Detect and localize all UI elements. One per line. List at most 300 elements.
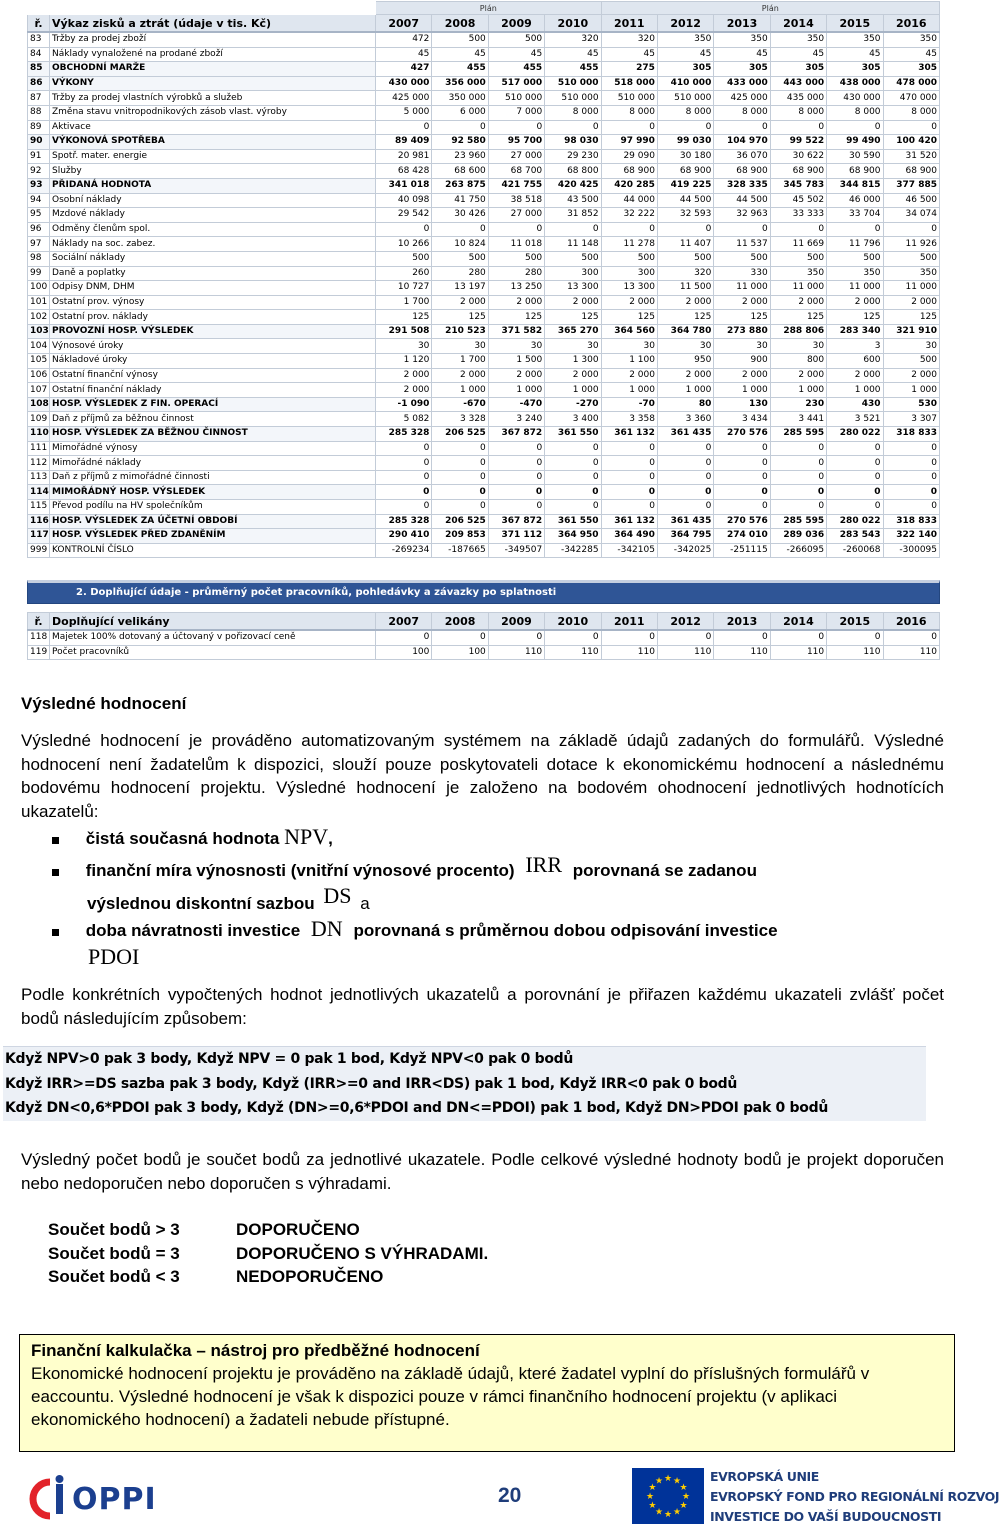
- value-cell: 68 900: [770, 164, 826, 179]
- value-cell: 125: [432, 310, 488, 325]
- eu-star-icon: ★: [679, 1500, 688, 1510]
- value-cell: -670: [432, 397, 488, 412]
- value-cell: 99 490: [827, 135, 883, 150]
- row-number: 97: [28, 237, 50, 252]
- result-paragraph: Výsledný počet bodů je součet bodů za jednotlivé ukazatele. Podle celkové výsledné hodnoty bodů je projekt doporučen nebo nedoporučen nebo doporučen s výhradami.: [21, 1150, 944, 1193]
- value-cell: 0: [488, 456, 544, 471]
- supp-year-header: 2011: [601, 613, 657, 631]
- value-cell: 320: [601, 32, 657, 47]
- dn-symbol: DN: [310, 916, 343, 941]
- value-cell: 377 885: [883, 178, 939, 193]
- row-number: 111: [28, 441, 50, 456]
- value-cell: 270 576: [714, 427, 770, 442]
- value-cell: 500: [601, 251, 657, 266]
- value-cell: 41 750: [432, 193, 488, 208]
- table-row: [28, 164, 940, 179]
- eu-stars-icon: [632, 1468, 704, 1524]
- eu-text: [710, 1467, 999, 1527]
- value-cell: 40 098: [376, 193, 432, 208]
- value-cell: 30: [657, 339, 713, 354]
- value-cell: 1 000: [827, 383, 883, 398]
- value-cell: 371 582: [488, 324, 544, 339]
- value-cell: 125: [770, 310, 826, 325]
- value-cell: 44 500: [714, 193, 770, 208]
- value-cell: 321 910: [883, 324, 939, 339]
- table-row: [28, 251, 940, 266]
- value-cell: 95 700: [488, 135, 544, 150]
- value-cell: -1 090: [376, 397, 432, 412]
- oppi-logo-text: OPPI: [72, 1482, 157, 1517]
- value-cell: 361 132: [601, 514, 657, 529]
- row-label: Odpisy DNM, DHM: [50, 281, 376, 296]
- value-cell: 33 704: [827, 208, 883, 223]
- value-cell: 30: [883, 339, 939, 354]
- supp-year-header-row: [28, 613, 940, 631]
- value-cell: 285 328: [376, 514, 432, 529]
- value-cell: 1 000: [883, 383, 939, 398]
- value-cell: 2 000: [545, 295, 601, 310]
- value-cell: 350: [883, 32, 939, 47]
- value-cell: 443 000: [770, 76, 826, 91]
- value-cell: 430: [827, 397, 883, 412]
- value-cell: 345 783: [770, 178, 826, 193]
- bullet-dn-text: doba návratnosti investice: [85, 921, 301, 940]
- value-cell: 500: [376, 251, 432, 266]
- value-cell: 0: [601, 630, 657, 645]
- value-cell: 300: [545, 266, 601, 281]
- value-cell: 478 000: [883, 76, 939, 91]
- value-cell: 3 328: [432, 412, 488, 427]
- value-cell: 0: [770, 441, 826, 456]
- value-cell: 344 815: [827, 178, 883, 193]
- value-cell: 305: [657, 62, 713, 77]
- value-cell: 45: [770, 47, 826, 62]
- calculator-note-title: Finanční kalkulačka – nástroj pro předběžné hodnocení: [31, 1341, 480, 1360]
- eu-line-3: INVESTICE DO VAŠÍ BUDOUCNOSTI: [710, 1509, 942, 1524]
- value-cell: 11 278: [601, 237, 657, 252]
- table-row: [28, 441, 940, 456]
- value-cell: 44 000: [601, 193, 657, 208]
- year-header-row: [28, 15, 940, 33]
- value-cell: 1 000: [545, 383, 601, 398]
- supp-table-title: Doplňující velikány: [50, 613, 376, 631]
- value-cell: 100: [432, 645, 488, 660]
- value-cell: 500: [545, 251, 601, 266]
- value-cell: 11 500: [657, 281, 713, 296]
- value-cell: 99 030: [657, 135, 713, 150]
- value-cell: 305: [714, 62, 770, 77]
- value-cell: -270: [545, 397, 601, 412]
- value-cell: 0: [770, 222, 826, 237]
- value-cell: 30 426: [432, 208, 488, 223]
- value-cell: 365 270: [545, 324, 601, 339]
- value-cell: 0: [601, 485, 657, 500]
- rule-npv: Když NPV>0 pak 3 body, Když NPV = 0 pak 1 bod, Když NPV<0 pak 0 bodů: [5, 1051, 574, 1067]
- eu-line-1: EVROPSKÁ UNIE: [710, 1469, 819, 1484]
- value-cell: 0: [432, 456, 488, 471]
- eu-star-icon: ★: [663, 1473, 673, 1483]
- value-cell: 100: [376, 645, 432, 660]
- value-cell: 361 132: [601, 427, 657, 442]
- value-cell: 0: [376, 456, 432, 471]
- score-result: DOPORUČENO S VÝHRADAMI.: [236, 1243, 489, 1263]
- value-cell: 500: [883, 251, 939, 266]
- row-number: 107: [28, 383, 50, 398]
- value-cell: 350: [883, 266, 939, 281]
- value-cell: 280 022: [827, 514, 883, 529]
- value-cell: 2 000: [714, 295, 770, 310]
- value-cell: 0: [827, 485, 883, 500]
- row-number: 98: [28, 251, 50, 266]
- value-cell: 125: [376, 310, 432, 325]
- value-cell: 420 285: [601, 178, 657, 193]
- value-cell: 43 500: [545, 193, 601, 208]
- plan-label-left: Plán: [376, 2, 602, 15]
- value-cell: 8 000: [770, 105, 826, 120]
- value-cell: 10 727: [376, 281, 432, 296]
- value-cell: 34 074: [883, 208, 939, 223]
- value-cell: 0: [545, 470, 601, 485]
- value-cell: 45: [883, 47, 939, 62]
- value-cell: 600: [827, 354, 883, 369]
- value-cell: 68 600: [432, 164, 488, 179]
- value-cell: 350: [827, 266, 883, 281]
- value-cell: 0: [432, 630, 488, 645]
- row-number: 109: [28, 412, 50, 427]
- value-cell: 263 875: [432, 178, 488, 193]
- value-cell: 0: [714, 222, 770, 237]
- intro-paragraph: Výsledné hodnocení je prováděno automatizovaným systémem na základě údajů zadaných do formulářů. Výsledné hodnocení není žadatelům k dispozici, slouží pouze poskytovateli dotace k ekonomickému hodnocení a následnému bodovému hodnocení projektu. Výsledné hodnocení je založeno na bodovém ohodnocení jednotlivých hodnotících ukazatelů:: [21, 731, 944, 821]
- bullet-npv-end: ,: [328, 829, 333, 848]
- value-cell: 0: [488, 500, 544, 515]
- score-table: [48, 1218, 488, 1289]
- table-row: [28, 295, 940, 310]
- value-cell: 500: [714, 251, 770, 266]
- value-cell: 364 780: [657, 324, 713, 339]
- value-cell: 3: [827, 339, 883, 354]
- value-cell: 421 755: [488, 178, 544, 193]
- table-row: [28, 193, 940, 208]
- value-cell: 0: [601, 470, 657, 485]
- value-cell: 0: [714, 500, 770, 515]
- value-cell: 2 000: [376, 383, 432, 398]
- score-condition: Součet bodů = 3: [48, 1243, 180, 1263]
- value-cell: 518 000: [601, 76, 657, 91]
- table-row: [28, 76, 940, 91]
- value-cell: 1 000: [657, 383, 713, 398]
- value-cell: 45: [657, 47, 713, 62]
- row-number: 93: [28, 178, 50, 193]
- value-cell: 2 000: [714, 368, 770, 383]
- section-heading: Výsledné hodnocení: [21, 694, 187, 713]
- value-cell: 2 000: [657, 295, 713, 310]
- value-cell: 130: [714, 397, 770, 412]
- value-cell: 0: [883, 485, 939, 500]
- value-cell: 30: [376, 339, 432, 354]
- table-row: [28, 281, 940, 296]
- value-cell: 0: [883, 500, 939, 515]
- value-cell: 31 520: [883, 149, 939, 164]
- value-cell: 45: [376, 47, 432, 62]
- calculator-note-body: Ekonomické hodnocení projektu je prováděno na základě údajů, které žadatel vyplní do příslušných formulářů v eaccountu. Výsledné hodnocení je však k dispozici pouze v rámci finančního hodnocení projektu (v aplikaci ekonomického hodnocení) a žadateli nebude přístupné.: [31, 1364, 870, 1429]
- value-cell: 11 000: [827, 281, 883, 296]
- value-cell: 11 407: [657, 237, 713, 252]
- value-cell: 1 700: [376, 295, 432, 310]
- value-cell: 38 518: [488, 193, 544, 208]
- value-cell: 0: [488, 120, 544, 135]
- value-cell: 0: [883, 441, 939, 456]
- plan-header-row: [28, 2, 940, 15]
- value-cell: 32 222: [601, 208, 657, 223]
- value-cell: 350 000: [432, 91, 488, 106]
- value-cell: 280: [432, 266, 488, 281]
- row-label: Mzdové náklady: [50, 208, 376, 223]
- row-label: Ostatní prov. náklady: [50, 310, 376, 325]
- value-cell: 89 409: [376, 135, 432, 150]
- value-cell: -342025: [657, 543, 713, 558]
- value-cell: 0: [376, 120, 432, 135]
- page-number: 20: [498, 1484, 522, 1507]
- row-number: 105: [28, 354, 50, 369]
- row-label: Odměny členům spol.: [50, 222, 376, 237]
- row-number: 119: [28, 645, 50, 660]
- value-cell: 364 560: [601, 324, 657, 339]
- row-label: Sociální náklady: [50, 251, 376, 266]
- value-cell: 30: [714, 339, 770, 354]
- value-cell: 125: [827, 310, 883, 325]
- value-cell: 2 000: [827, 295, 883, 310]
- value-cell: 283 543: [827, 529, 883, 544]
- value-cell: 8 000: [545, 105, 601, 120]
- value-cell: 2 000: [770, 368, 826, 383]
- value-cell: 0: [770, 485, 826, 500]
- bullet-irr-line2: [87, 883, 370, 915]
- row-number: 103: [28, 324, 50, 339]
- value-cell: 0: [883, 630, 939, 645]
- value-cell: 361 435: [657, 427, 713, 442]
- value-cell: 0: [601, 222, 657, 237]
- value-cell: 125: [657, 310, 713, 325]
- row-label: HOSP. VÝSLEDEK Z FIN. OPERACÍ: [50, 397, 376, 412]
- value-cell: 97 990: [601, 135, 657, 150]
- value-cell: 68 700: [488, 164, 544, 179]
- value-cell: 2 000: [601, 368, 657, 383]
- table-row: [28, 383, 940, 398]
- row-number: 92: [28, 164, 50, 179]
- value-cell: 500: [827, 251, 883, 266]
- row-number: 114: [28, 485, 50, 500]
- value-cell: 2 000: [770, 295, 826, 310]
- value-cell: 13 300: [601, 281, 657, 296]
- value-cell: 3 240: [488, 412, 544, 427]
- value-cell: 80: [657, 397, 713, 412]
- supplementary-grid: [27, 612, 940, 660]
- value-cell: 517 000: [488, 76, 544, 91]
- table-row: [28, 427, 940, 442]
- value-cell: 280: [488, 266, 544, 281]
- row-number: 116: [28, 514, 50, 529]
- value-cell: 11 926: [883, 237, 939, 252]
- value-cell: 330: [714, 266, 770, 281]
- row-label: VÝKONY: [50, 76, 376, 91]
- value-cell: 110: [770, 645, 826, 660]
- table-row: [28, 324, 940, 339]
- score-row: [48, 1265, 488, 1289]
- supp-year-header: 2010: [545, 613, 601, 631]
- table-title: Výkaz zisků a ztrát (údaje v tis. Kč): [50, 15, 376, 33]
- value-cell: 1 700: [432, 354, 488, 369]
- row-label: Služby: [50, 164, 376, 179]
- row-label: VÝKONOVÁ SPOTŘEBA: [50, 135, 376, 150]
- value-cell: 285 328: [376, 427, 432, 442]
- value-cell: 0: [488, 222, 544, 237]
- ds-symbol: DS: [323, 883, 352, 908]
- value-cell: 510 000: [657, 91, 713, 106]
- value-cell: 11 148: [545, 237, 601, 252]
- value-cell: 110: [545, 645, 601, 660]
- value-cell: 0: [432, 500, 488, 515]
- value-cell: 11 018: [488, 237, 544, 252]
- value-cell: 1 000: [770, 383, 826, 398]
- supp-year-header: 2007: [376, 613, 432, 631]
- value-cell: 32 593: [657, 208, 713, 223]
- value-cell: 110: [827, 645, 883, 660]
- scoring-rules: [3, 1046, 926, 1121]
- row-label: Ostatní prov. výnosy: [50, 295, 376, 310]
- value-cell: 3 441: [770, 412, 826, 427]
- row-label: Výnosové úroky: [50, 339, 376, 354]
- bullet-irr-after: porovnaná se zadanou: [572, 861, 757, 880]
- value-cell: 470 000: [883, 91, 939, 106]
- row-label: Tržby za prodej zboží: [50, 32, 376, 47]
- value-cell: 0: [827, 222, 883, 237]
- value-cell: 30: [432, 339, 488, 354]
- row-label: Ostatní finanční náklady: [50, 383, 376, 398]
- table-row: [28, 514, 940, 529]
- row-label: Náklady na soc. zabez.: [50, 237, 376, 252]
- value-cell: 341 018: [376, 178, 432, 193]
- value-cell: 23 960: [432, 149, 488, 164]
- value-cell: 1 000: [714, 383, 770, 398]
- row-number: 104: [28, 339, 50, 354]
- value-cell: -187665: [432, 543, 488, 558]
- value-cell: 356 000: [432, 76, 488, 91]
- calculator-note-box: [19, 1334, 955, 1452]
- eu-flag: [632, 1468, 704, 1524]
- pdoi-symbol: PDOI: [88, 944, 140, 969]
- value-cell: 350: [770, 32, 826, 47]
- value-cell: 371 112: [488, 529, 544, 544]
- value-cell: 68 800: [545, 164, 601, 179]
- value-cell: 0: [827, 470, 883, 485]
- value-cell: 419 225: [657, 178, 713, 193]
- scoring-paragraph: Podle konkrétních vypočtených hodnot jednotlivých ukazatelů a porovnání je přiřazen každému ukazateli zvlášť počet bodů následujícím způsobem:: [21, 985, 944, 1028]
- bullet-square-icon: [52, 929, 59, 936]
- oppi-logo: [28, 1474, 178, 1524]
- value-cell: 318 833: [883, 514, 939, 529]
- table-row: [28, 178, 940, 193]
- table-row: [28, 266, 940, 281]
- value-cell: 11 669: [770, 237, 826, 252]
- value-cell: 1 100: [601, 354, 657, 369]
- value-cell: 13 300: [545, 281, 601, 296]
- table-row: [28, 529, 940, 544]
- value-cell: 2 000: [827, 368, 883, 383]
- bullet-square-icon: [52, 837, 59, 844]
- row-number: 108: [28, 397, 50, 412]
- value-cell: 45 502: [770, 193, 826, 208]
- year-header: 2015: [827, 15, 883, 33]
- value-cell: 11 000: [714, 281, 770, 296]
- row-number: 84: [28, 47, 50, 62]
- income-statement-table: [27, 1, 940, 558]
- value-cell: 0: [883, 120, 939, 135]
- row-number: 96: [28, 222, 50, 237]
- row-number: 106: [28, 368, 50, 383]
- rule-irr: Když IRR>=DS sazba pak 3 body, Když (IRR>=0 and IRR<DS) pak 1 bod, Když IRR<0 pak 0 bodů: [5, 1075, 738, 1092]
- value-cell: 0: [376, 485, 432, 500]
- value-cell: 125: [488, 310, 544, 325]
- value-cell: 104 970: [714, 135, 770, 150]
- score-condition: Součet bodů < 3: [48, 1267, 180, 1286]
- value-cell: 6 000: [432, 105, 488, 120]
- value-cell: 322 140: [883, 529, 939, 544]
- value-cell: 435 000: [770, 91, 826, 106]
- row-label: Mimořádné výnosy: [50, 441, 376, 456]
- bullet-irr-line2-text: výslednou diskontní sazbou: [87, 894, 315, 913]
- value-cell: 0: [488, 630, 544, 645]
- value-cell: 44 500: [657, 193, 713, 208]
- row-label: HOSP. VÝSLEDEK PŘED ZDANĚNÍM: [50, 529, 376, 544]
- value-cell: 0: [545, 456, 601, 471]
- table-row: [28, 91, 940, 106]
- value-cell: 0: [545, 222, 601, 237]
- value-cell: 206 525: [432, 427, 488, 442]
- value-cell: 0: [770, 630, 826, 645]
- value-cell: 1 300: [545, 354, 601, 369]
- value-cell: 98 030: [545, 135, 601, 150]
- supp-year-header: 2013: [714, 613, 770, 631]
- value-cell: 0: [376, 630, 432, 645]
- value-cell: 0: [827, 456, 883, 471]
- value-cell: 288 806: [770, 324, 826, 339]
- row-number: 88: [28, 105, 50, 120]
- value-cell: 209 853: [432, 529, 488, 544]
- value-cell: -266095: [770, 543, 826, 558]
- value-cell: 2 000: [883, 368, 939, 383]
- value-cell: 2 000: [376, 368, 432, 383]
- bullet-irr-end: a: [360, 894, 370, 913]
- value-cell: 0: [714, 441, 770, 456]
- value-cell: 36 070: [714, 149, 770, 164]
- value-cell: 110: [714, 645, 770, 660]
- row-number-header: ř.: [28, 15, 50, 33]
- value-cell: 510 000: [545, 76, 601, 91]
- value-cell: 530: [883, 397, 939, 412]
- value-cell: 110: [601, 645, 657, 660]
- bullet-dn-after: porovnaná s průměrnou dobou odpisování investice: [353, 921, 778, 940]
- supp-row-number-header: ř.: [28, 613, 50, 631]
- table-row: [28, 135, 940, 150]
- eu-star-icon: ★: [681, 1491, 691, 1501]
- table-row: [28, 47, 940, 62]
- bullet-irr: [52, 852, 757, 882]
- value-cell: 0: [376, 441, 432, 456]
- value-cell: 0: [488, 485, 544, 500]
- npv-symbol: NPV: [284, 824, 329, 849]
- value-cell: 0: [883, 470, 939, 485]
- supp-year-header: 2009: [488, 613, 544, 631]
